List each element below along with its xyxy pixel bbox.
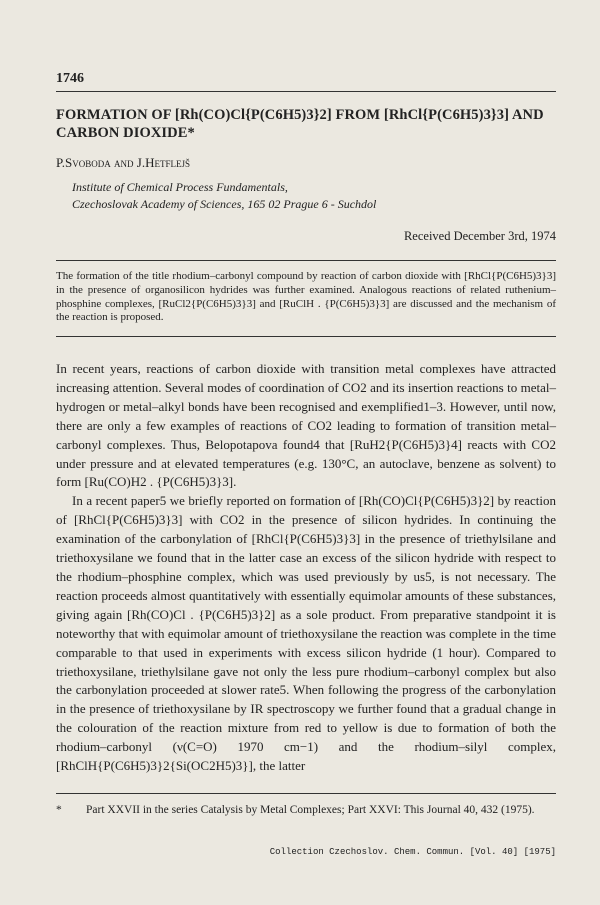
article-body — [56, 360, 556, 776]
footnote — [56, 803, 556, 819]
page-number: 1746 — [56, 71, 84, 86]
received-date: Received December 3rd, 1974 — [403, 229, 556, 243]
affiliation-line-1: Institute of Chemical Process Fundamentals, — [72, 180, 288, 194]
footnote-rule — [56, 793, 556, 794]
abstract: The formation of the title rhodium–carbonyl compound by reaction of carbon dioxide with [RhCl{P(C6H5)3}3] in the presence of organosilicon hydrides was further examined. Analogous reactions of related ruthenium–phosphine complexes, [RuCl2{P(C6H5)3}3] and [RuClH . {P(C6H5)3}3] are discussed and the mechanism of the reaction is proposed. — [56, 270, 556, 324]
footnote-text: Part XXVII in the series Catalysis by Metal Complexes; Part XXVI: This Journal 40, 432 (1975). — [86, 804, 535, 816]
affiliation-line-2: Czechoslovak Academy of Sciences, 165 02 Prague 6 - Suchdol — [72, 197, 377, 211]
paragraph-1: In recent years, reactions of carbon dioxide with transition metal complexes have attracted increasing attention. Several modes of coordination of CO2 and its insertion reactions to metal–hydrogen or metal–alkyl bonds have been recognised and exemplified1–3. However, until now, there are only a few examples of reactions of CO2 leading to formation of transition metal–carbonyl complexes. Thus, Belopotapova found4 that [RuH2{P(C6H5)3}4] reacts with CO2 under pressure and at elevated temperatures (e.g. 130°C, an autoclave, benzene as solvent) to form [Ru(CO)H2 . {P(C6H5)3}3]. — [56, 361, 556, 490]
paragraph-2: In a recent paper5 we briefly reported on formation of [Rh(CO)Cl{P(C6H5)3}2] by reaction of [RhCl{P(C6H5)3}3] with CO2 in the presence of silicon hydrides. In continuing the examination of the carbonylation of [RhCl{P(C6H5)3}3] in the presence of triethylsilane and triethoxysilane we found that in the latter case an excess of the silicon hydride with respect to the rhodium–phosphine complex, which was used previously by us5, is not necessary. The reaction proceeds almost quantitatively with essentially equimolar amounts of these substances, giving again [Rh(CO)Cl . {P(C6H5)3}2] as a sole product. From preparative standpoint it is noteworthy that with equimolar amount of triethoxysilane the reaction was complete in the time comparable to that used in experiments with excess silicon hydride (1 hour). Compared to triethoxysilane, triethylsilane gave not only the less pure rhodium–carbonyl complex but also the carbonylation proceeded at slower rate5. When following the progress of the carbonylation in the presence of triethoxysilane by IR spectroscopy we further found that a gradual change in the colouration of the reaction mixture from red to yellow is due to formation of both the rhodium–carbonyl (ν(C=O) 1970 cm−1) and the rhodium–silyl complex, [RhClH{P(C6H5)3}2{Si(OC2H5)3}], the latter — [56, 493, 556, 774]
journal-footer: Collection Czechoslov. Chem. Commun. [Vol. 40] [1975] — [269, 847, 556, 857]
authors: P.Svoboda and J.Hetflejš — [56, 155, 190, 170]
affiliation — [72, 179, 542, 213]
abstract-rule-top — [56, 260, 556, 261]
abstract-rule-bottom — [56, 336, 556, 337]
header-rule — [56, 91, 556, 92]
article-title: FORMATION OF [Rh(CO)Cl{P(C6H5)3}2] FROM [RhCl{P(C6H5)3}3] AND CARBON DIOXIDE* — [56, 107, 544, 141]
footnote-mark: * — [56, 804, 62, 816]
